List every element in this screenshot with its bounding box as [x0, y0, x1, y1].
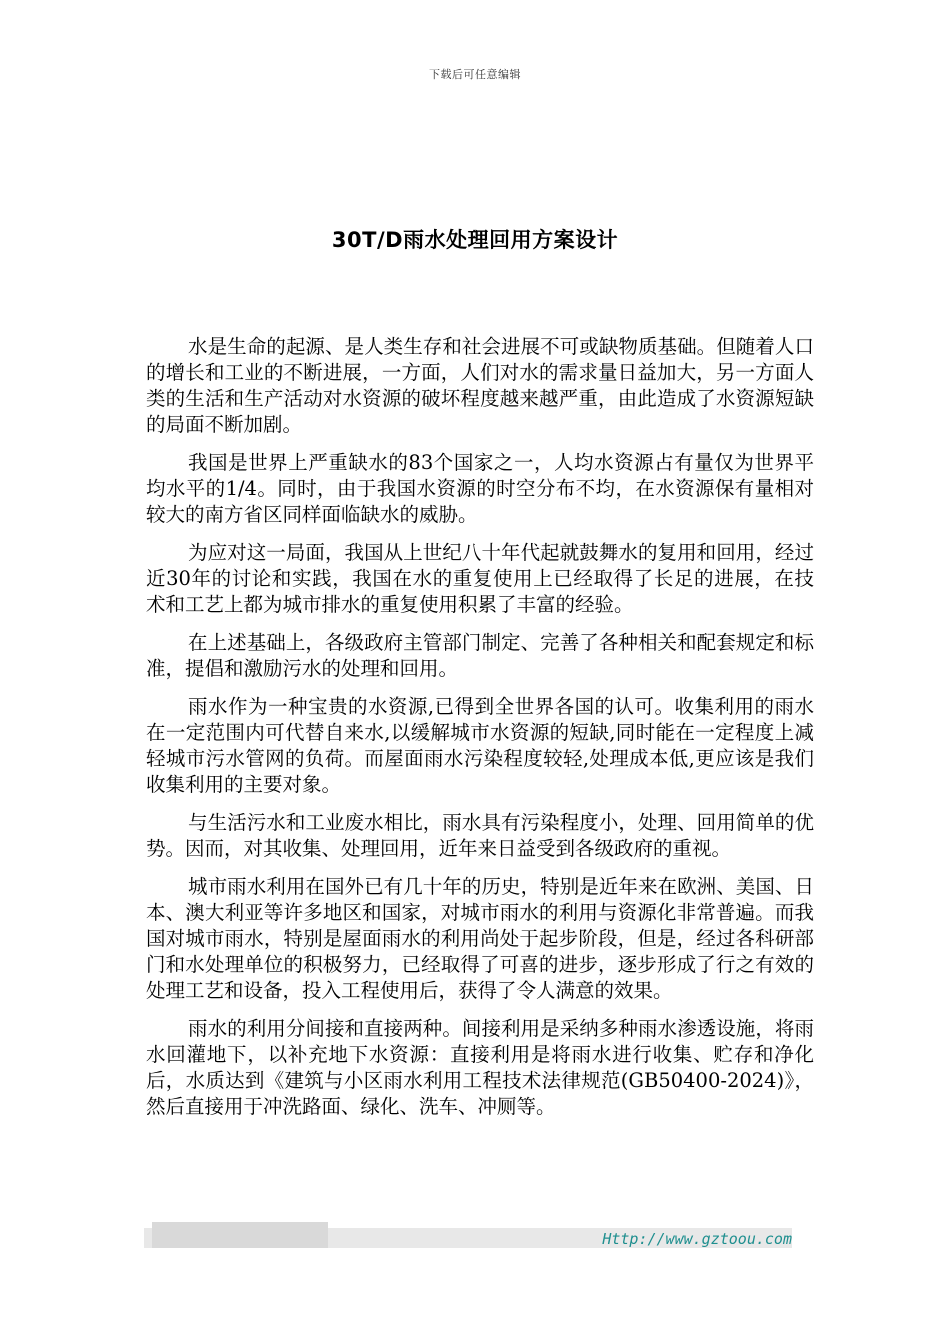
footer-website-link[interactable]: Http://www.gztoou.com	[602, 1230, 792, 1248]
document-body	[146, 334, 814, 1132]
paragraph: 在上述基础上，各级政府主管部门制定、完善了各种相关和配套规定和标准，提倡和激励污水的处理和回用。	[146, 631, 814, 680]
page-header-note: 下载后可任意编辑	[429, 68, 521, 81]
paragraph: 与生活污水和工业废水相比，雨水具有污染程度小，处理、回用简单的优势。因而，对其收集、处理回用，近年来日益受到各级政府的重视。	[146, 811, 814, 860]
footer-bar-accent	[152, 1222, 328, 1248]
paragraph: 为应对这一局面，我国从上世纪八十年代起就鼓舞水的复用和回用，经过近30年的讨论和实践，我国在水的重复使用上已经取得了长足的进展，在技术和工艺上都为城市排水的重复使用积累了丰富的经验。	[146, 541, 814, 616]
document-title: 30T/D雨水处理回用方案设计	[331, 228, 619, 252]
paragraph: 城市雨水利用在国外已有几十年的历史，特别是近年来在欧洲、美国、日本、澳大利亚等许多地区和国家，对城市雨水的利用与资源化非常普遍。而我国对城市雨水，特别是屋面雨水的利用尚处于起步阶段，但是，经过各科研部门和水处理单位的积极努力，已经取得了可喜的进步，逐步形成了行之有效的处理工艺和设备，投入工程使用后，获得了令人满意的效果。	[146, 875, 814, 1002]
paragraph: 我国是世界上严重缺水的83个国家之一，人均水资源占有量仅为世界平均水平的1/4。同时，由于我国水资源的时空分布不均，在水资源保有量相对较大的南方省区同样面临缺水的威胁。	[146, 451, 814, 526]
paragraph: 水是生命的起源、是人类生存和社会进展不可或缺物质基础。但随着人口的增长和工业的不断进展，一方面，人们对水的需求量日益加大，另一方面人类的生活和生产活动对水资源的破坏程度越来越严重，由此造成了水资源短缺的局面不断加剧。	[146, 335, 814, 436]
paragraph: 雨水的利用分间接和直接两种。间接利用是采纳多种雨水渗透设施，将雨水回灌地下，以补充地下水资源：直接利用是将雨水进行收集、贮存和净化后，水质达到《建筑与小区雨水利用工程技术法律规范(GB50400-2024)》，然后直接用于冲洗路面、绿化、洗车、冲厕等。	[146, 1017, 814, 1118]
paragraph: 雨水作为一种宝贵的水资源,已得到全世界各国的认可。收集利用的雨水在一定范围内可代替自来水,以缓解城市水资源的短缺,同时能在一定程度上减轻城市污水管网的负荷。而屋面雨水污染程度较轻,处理成本低,更应该是我们收集利用的主要对象。	[146, 695, 814, 796]
